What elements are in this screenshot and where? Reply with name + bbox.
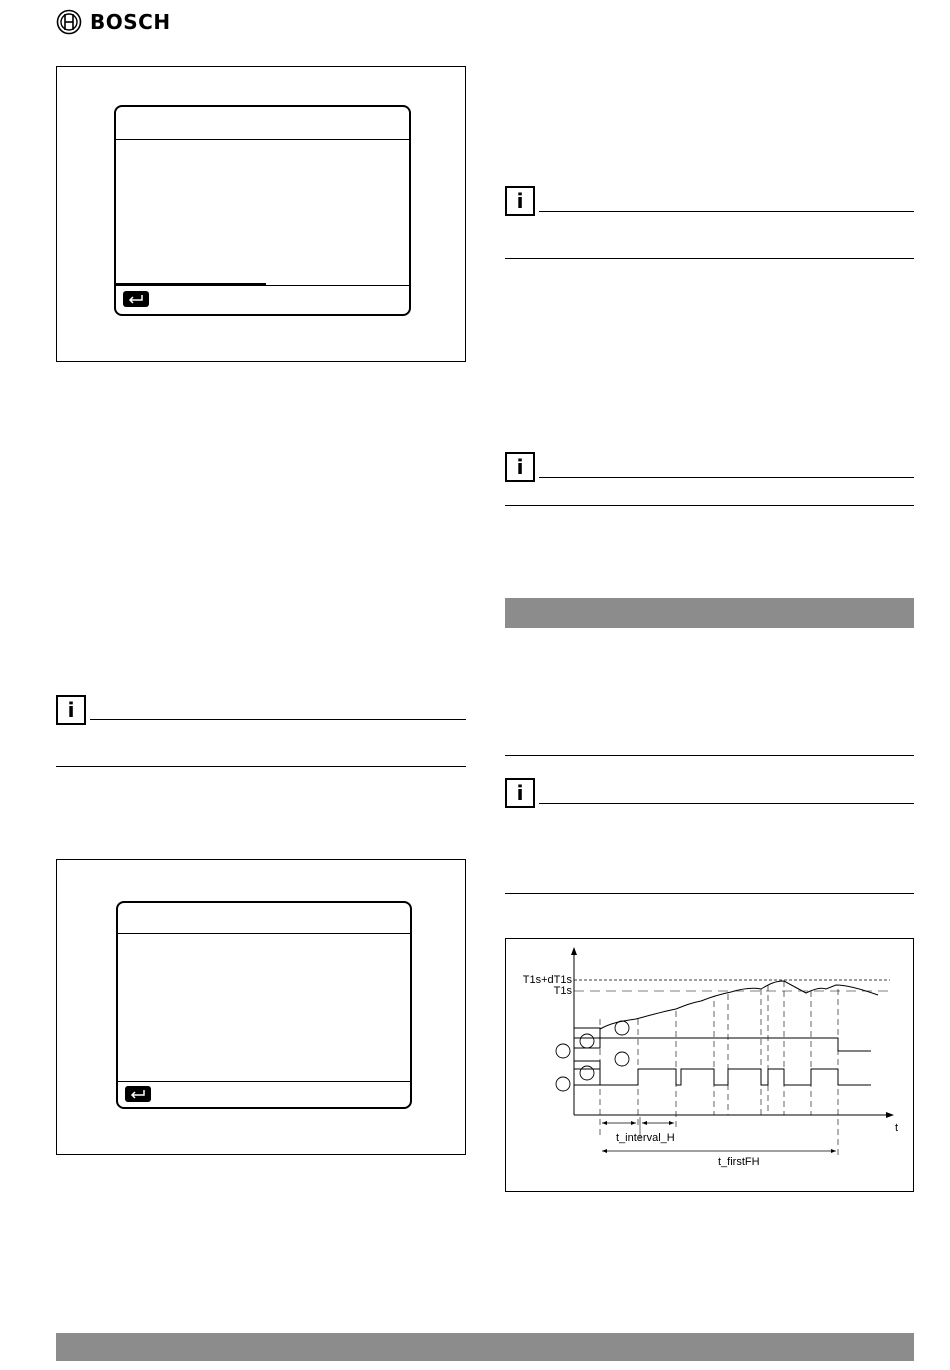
callout-circle (556, 1077, 570, 1091)
info-note-rule-bottom (505, 258, 914, 259)
info-note-rule-bottom (56, 766, 466, 767)
callout-circle (615, 1021, 629, 1035)
brand-name: BOSCH (90, 10, 171, 34)
timing-chart-figure (505, 938, 914, 1192)
controller-display-2 (116, 901, 412, 1109)
signal-1-trace (574, 1028, 871, 1051)
y-axis-arrow (571, 947, 577, 955)
info-note-rule-top (90, 719, 466, 720)
interval-label-t-firstfh: t_firstFH (718, 1156, 760, 1168)
callout-circle (615, 1052, 629, 1066)
info-icon: i (56, 695, 86, 725)
info-note-rule-top (539, 477, 914, 478)
level-lower-label: T1s (553, 985, 572, 997)
screen-figure-1 (56, 66, 466, 362)
callout-circle (556, 1044, 570, 1058)
info-icon: i (505, 186, 535, 216)
section-heading-bar (505, 598, 914, 628)
info-note-rule-top (539, 211, 914, 212)
screen-figure-2 (56, 859, 466, 1155)
bosch-logo (56, 8, 206, 36)
bosch-armature-icon (56, 9, 82, 35)
info-note-rule-above (505, 755, 914, 756)
signal-2-trace (574, 1069, 871, 1085)
interval-label-t-interval-h: t_interval_H (616, 1132, 675, 1144)
info-note-rule-bottom (505, 505, 914, 506)
enter-button[interactable] (125, 1086, 151, 1102)
callout-circle (580, 1034, 594, 1048)
timing-chart (506, 939, 913, 1191)
footer-bar (56, 1333, 914, 1361)
x-axis-arrow (886, 1112, 894, 1118)
time-markers (600, 981, 838, 1157)
info-note-rule-bottom (505, 893, 914, 894)
x-axis-label: t (895, 1122, 899, 1134)
callout-circle (580, 1066, 594, 1080)
info-icon: i (505, 452, 535, 482)
level-upper-label: T1s+dT1s (522, 974, 572, 986)
enter-button[interactable] (123, 291, 149, 307)
enter-key-icon (125, 1086, 151, 1102)
signal-2-box (574, 1061, 600, 1085)
temperature-curve (600, 981, 878, 1029)
info-note-rule-top (539, 803, 914, 804)
info-icon: i (505, 778, 535, 808)
controller-display-1 (114, 105, 411, 316)
enter-key-icon (123, 291, 149, 307)
